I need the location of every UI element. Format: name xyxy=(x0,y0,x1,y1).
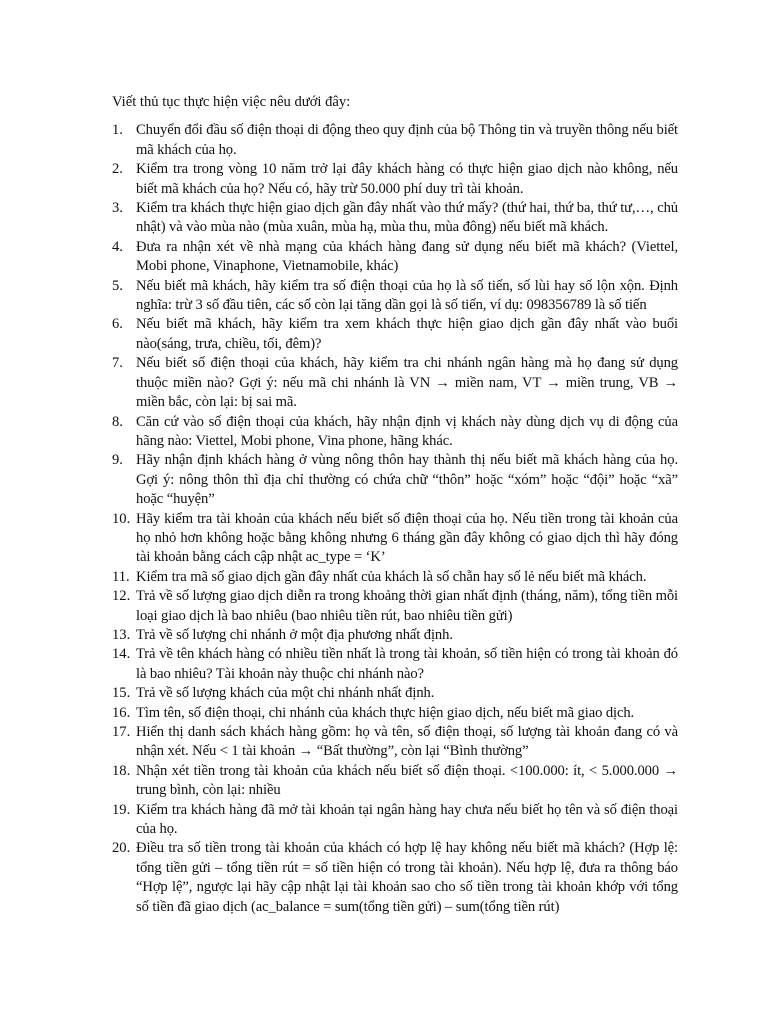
list-item-number: 12. xyxy=(112,588,131,605)
list-item-number: 5. xyxy=(112,277,123,294)
list-item-number: 9. xyxy=(112,452,123,469)
list-item xyxy=(112,354,678,412)
list-item-text: Tìm tên, số điện thoại, chi nhánh của khách thực hiện giao dịch, nếu biết mã giao dịch. xyxy=(136,704,635,721)
list-item-text: Hiển thị danh sách khách hàng gồm: họ và tên, số điện thoại, số lượng tài khoản đang có và nhận xét. Nếu < 1 tài khoản → “Bất thường”, còn lại “Bình thường” xyxy=(136,724,678,760)
list-item-text: Trả về số lượng chi nhánh ở một địa phương nhất định. xyxy=(136,626,453,643)
list-item-text: Trả về tên khách hàng có nhiều tiền nhất là trong tài khoản, số tiền hiện có trong tài khoản đó là bao nhiêu? Tài khoản này thuộc chi nhánh nào? xyxy=(136,646,678,682)
list-item xyxy=(112,568,678,587)
list-item-number: 2. xyxy=(112,161,123,178)
list-item-number: 17. xyxy=(112,724,131,740)
list-item-number: 16. xyxy=(112,704,131,721)
list-item-number: 4. xyxy=(112,238,123,255)
list-item-text: Kiểm tra khách thực hiện giao dịch gần đây nhất vào thứ mấy? (thứ hai, thứ ba, thứ tư,…, chủ nhật) và vào mùa nào (mùa xuân, mùa hạ, mùa thu, mùa đông) nếu biết mã khách. xyxy=(136,200,678,236)
list-item-text: Căn cứ vào số điện thoại của khách, hãy nhận định vị khách này dùng dịch vụ di động của hãng nào: Viettel, Mobi phone, Vina phone, hãng khác. xyxy=(136,413,678,449)
list-item-text: Nhận xét tiền trong tài khoản của khách nếu biết số điện thoại. <100.000: ít, < 5.000.000 → trung bình, còn lại: nhiều xyxy=(136,762,678,799)
list-item-number: 10. xyxy=(112,510,131,527)
list-item xyxy=(112,801,678,840)
list-item-text: Trả về số lượng khách của một chi nhánh nhất định. xyxy=(136,685,435,702)
list-item xyxy=(112,451,678,509)
list-item xyxy=(112,413,678,452)
list-item-text: Nếu biết mã khách, hãy kiểm tra xem khách thực hiện giao dịch gần đây nhất vào buổi nào(sáng, trưa, chiều, tối, đêm)? xyxy=(136,316,678,352)
list-item-number: 3. xyxy=(112,200,123,217)
list-item-text: Kiểm tra khách hàng đã mở tài khoản tại ngân hàng hay chưa nếu biết họ tên và số điện thoại của họ. xyxy=(136,801,678,838)
list-item-number: 18. xyxy=(112,762,131,779)
list-item-number: 11. xyxy=(112,568,130,585)
task-list xyxy=(112,121,678,917)
list-item xyxy=(112,160,678,199)
list-item xyxy=(112,315,678,354)
list-item xyxy=(112,199,678,238)
list-item-text: Trả về số lượng giao dịch diễn ra trong khoảng thời gian nhất định (tháng, năm), tổng tiền mỗi loại giao dịch là bao nhiêu (bao nhiêu tiền rút, bao nhiêu tiền gửi) xyxy=(136,588,678,624)
list-item-number: 13. xyxy=(112,626,131,643)
list-item-number: 8. xyxy=(112,413,123,430)
list-item-text: Điều tra số tiền trong tài khoản của khách có hợp lệ hay không nếu biết mã khách? (Hợp lệ: tổng tiền gửi – tổng tiền rút = số tiền hiện có trong tài khoản). Nếu hợp lệ, đưa ra thông báo “Hợp lệ”, ngược lại hãy cập nhật lại tài khoản sao cho số tiền trong tài khoản khớp với tổng số tiền đã giao dịch (ac_balance = sum(tổng tiền gửi) – sum(tổng tiền rút) xyxy=(136,840,678,915)
list-item-text: Kiểm tra mã số giao dịch gần đây nhất của khách là số chẵn hay số lẻ nếu biết mã khách. xyxy=(136,568,647,585)
list-item xyxy=(112,645,678,684)
list-item-number: 6. xyxy=(112,316,123,333)
list-item-text: Hãy nhận định khách hàng ở vùng nông thôn hay thành thị nếu biết mã khách hàng của họ. Gợi ý: nông thôn thì địa chỉ thường có chứa chữ “thôn” hoặc “xóm” hoặc “đội” hoặc “xã” hoặc “huyện” xyxy=(136,452,678,508)
list-item-number: 7. xyxy=(112,355,123,372)
list-item xyxy=(112,587,678,626)
list-item xyxy=(112,704,678,723)
list-item-text: Kiểm tra trong vòng 10 năm trở lại đây khách hàng có thực hiện giao dịch nào không, nếu biết mã khách của họ? Nếu có, hãy trừ 50.000 phí duy trì tài khoản. xyxy=(136,161,678,197)
list-item-number: 14. xyxy=(112,646,131,663)
list-item xyxy=(112,762,678,801)
list-item-number: 15. xyxy=(112,685,131,702)
list-item xyxy=(112,277,678,316)
list-item-text: Chuyển đổi đầu số điện thoại di động theo quy định của bộ Thông tin và truyền thông nếu biết mã khách của họ. xyxy=(136,122,678,158)
list-item-text: Đưa ra nhận xét về nhà mạng của khách hàng đang sử dụng nếu biết mã khách? (Viettel, Mobi phone, Vinaphone, Vietnamobile, khác) xyxy=(136,238,678,275)
list-item-text: Nếu biết mã khách, hãy kiểm tra số điện thoại của họ là số tiến, số lùi hay số lộn xộn. Định nghĩa: trừ 3 số đầu tiên, các số còn lại tăng dần gọi là số tiến, ví dụ: 098356789 là số tiến xyxy=(136,277,678,314)
list-item-text: Nếu biết số điện thoại của khách, hãy kiểm tra chi nhánh ngân hàng mà họ đang sử dụng thuộc miền nào? Gợi ý: nếu mã chi nhánh là VN → miền nam, VT → miền trung, VB → miền bắc, còn lại: bị sai mã. xyxy=(136,355,678,411)
list-item-number: 1. xyxy=(112,122,123,139)
list-item xyxy=(112,839,678,917)
list-item-text: Hãy kiểm tra tài khoản của khách nếu biết số điện thoại của họ. Nếu tiền trong tài khoản của họ nhỏ hơn không hoặc bằng không nhưng 6 tháng gần đây không có giao dịch thì hãy đóng tài khoản bằng cách cập nhật ac_type = ‘K’ xyxy=(136,510,678,566)
list-item xyxy=(112,510,678,568)
list-item xyxy=(112,684,678,703)
list-item xyxy=(112,626,678,645)
document-page xyxy=(112,93,678,917)
list-item xyxy=(112,238,678,277)
list-item xyxy=(112,121,678,160)
list-item-number: 20. xyxy=(112,840,131,857)
list-item xyxy=(112,723,678,762)
list-item-number: 19. xyxy=(112,801,131,818)
intro-heading: Viết thủ tục thực hiện việc nêu dưới đây: xyxy=(112,94,351,110)
